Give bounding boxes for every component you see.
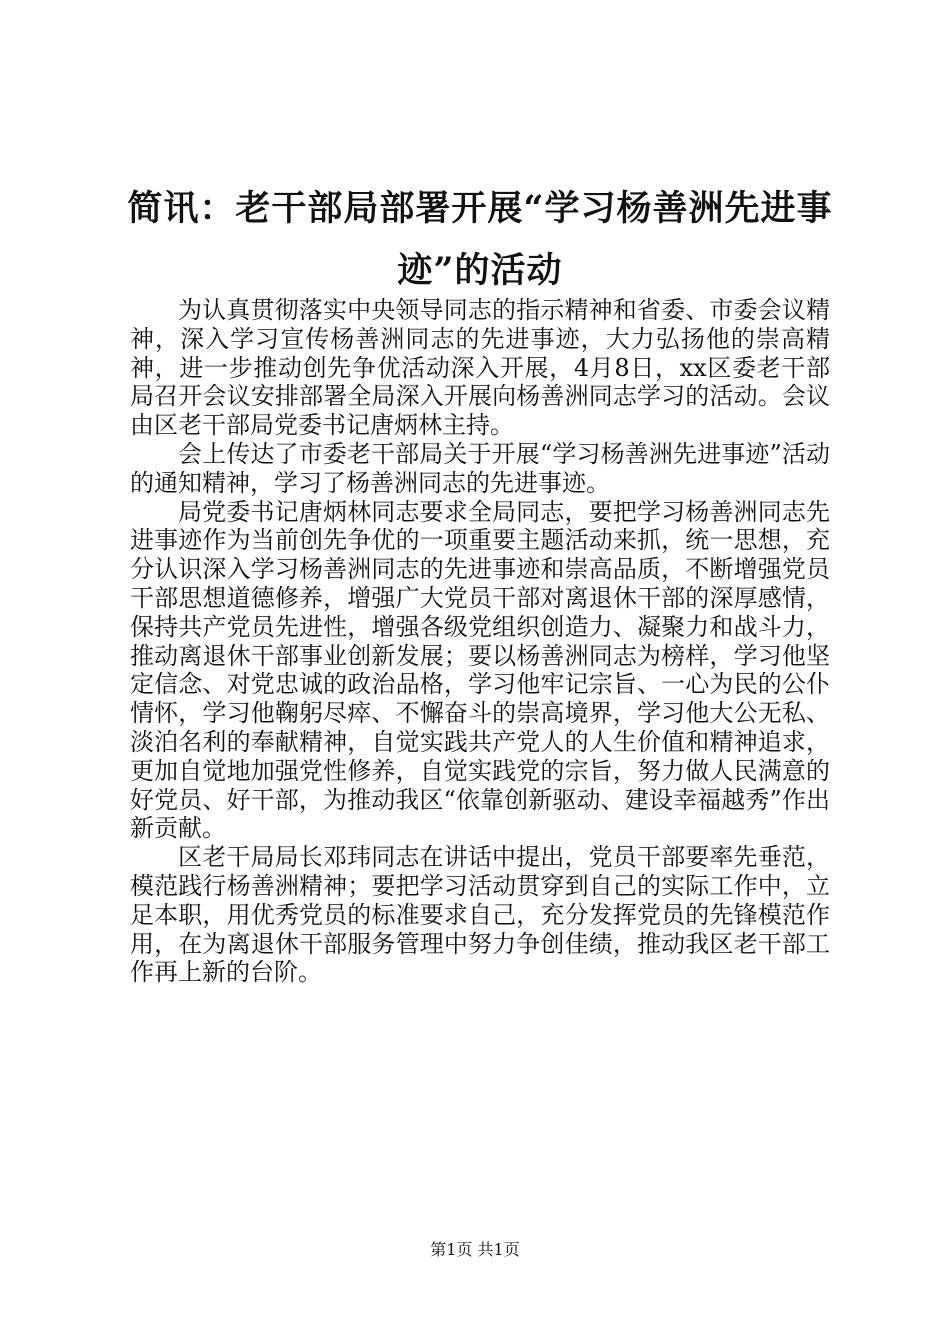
page-footer: 第1页 共1页	[430, 1240, 520, 1259]
title-line-1: 简讯：老干部局部署开展“学习杨善洲先进事	[127, 188, 833, 230]
document-body	[130, 296, 830, 987]
paragraph-4: 区老干局局长邓玮同志在讲话中提出，党员干部要率先垂范，模范践行杨善洲精神；要把学习活动贯穿到自己的实际工作中，立足本职，用优秀党员的标准要求自己，充分发挥党员的先锋模范作用，在为离退休干部服务管理中努力争创佳绩，推动我区老干部工作再上新的台阶。	[130, 843, 830, 987]
paragraph-1: 为认真贯彻落实中央领导同志的指示精神和省委、市委会议精神，深入学习宣传杨善洲同志的先进事迹，大力弘扬他的崇高精神，进一步推动创先争优活动深入开展，4月8日，xx区委老干部局召开会议安排部署全局深入开展向杨善洲同志学习的活动。会议由区老干部局党委书记唐炳林主持。	[130, 296, 830, 440]
title-line-2: 迹”的活动	[397, 250, 563, 292]
document-title	[120, 178, 840, 302]
paragraph-3: 局党委书记唐炳林同志要求全局同志，要把学习杨善洲同志先进事迹作为当前创先争优的一项重要主题活动来抓，统一思想，充分认识深入学习杨善洲同志的先进事迹和崇高品质，不断增强党员干部思想道德修养，增强广大党员干部对离退休干部的深厚感情，保持共产党员先进性，增强各级党组织创造力、凝聚力和战斗力，推动离退休干部事业创新发展；要以杨善洲同志为榜样，学习他坚定信念、对党忠诚的政治品格，学习他牢记宗旨、一心为民的公仆情怀，学习他鞠躬尽瘁、不懈奋斗的崇高境界，学习他大公无私、淡泊名利的奉献精神，自觉实践共产党人的人生价值和精神追求，更加自觉地加强党性修养，自觉实践党的宗旨，努力做人民满意的好党员、好干部，为推动我区“依靠创新驱动、建设幸福越秀”作出新贡献。	[130, 497, 830, 843]
paragraph-2: 会上传达了市委老干部局关于开展“学习杨善洲先进事迹”活动的通知精神，学习了杨善洲同志的先进事迹。	[130, 439, 830, 497]
